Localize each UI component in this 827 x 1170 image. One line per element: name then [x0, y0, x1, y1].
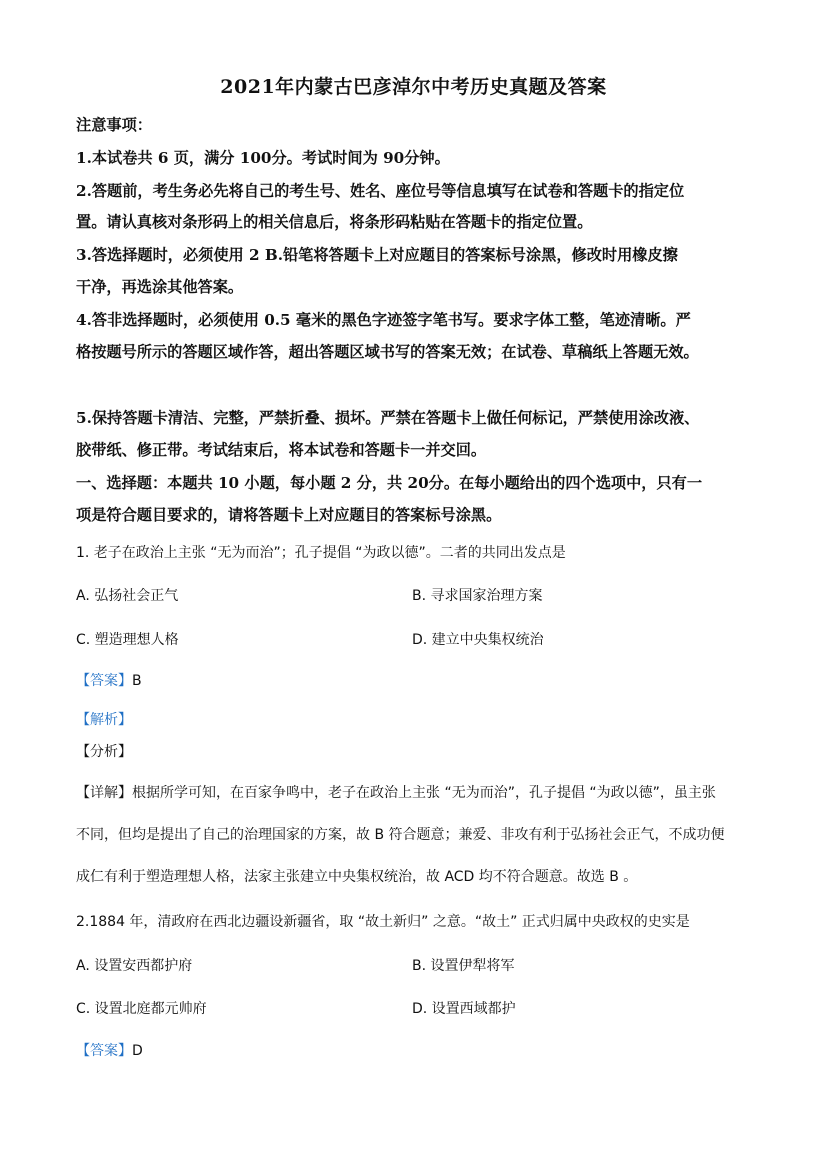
answer-value: D [132, 1043, 143, 1059]
q2-stem: 2.1884 年，清政府在西北边疆设新疆省，取 “故土新归” 之意。“故土” 正式归属中央政权的史实是 [76, 914, 690, 930]
notice-line: 2.答题前，考生务必先将自己的考生号、姓名、座位号等信息填写在试卷和答题卡的指定位 [76, 182, 685, 200]
notice-line: 胶带纸、修正带。考试结束后，将本试卷和答题卡一并交回。 [76, 441, 487, 459]
section-heading-line: 项是符合题目要求的，请将答题卡上对应题目的答案标号涂黑。 [76, 506, 502, 524]
q1-option-b: B. 寻求国家治理方案 [412, 588, 543, 604]
notice-line: 3.答选择题时，必须使用 2 B.铅笔将答题卡上对应题目的答案标号涂黑，修改时用橡皮擦 [76, 246, 678, 264]
detail-tag: 【详解】 [76, 785, 132, 801]
q1-detail-line: 成仁有利于塑造理想人格，法家主张建立中央集权统治，故 ACD 均不符合题意。故选 B 。 [76, 869, 638, 885]
notice-line: 5.保持答题卡清洁、完整，严禁折叠、损坏。严禁在答题卡上做任何标记，严禁使用涂改液、 [76, 409, 700, 427]
q1-fenxi-tag: 【分析】 [76, 744, 132, 760]
q2-answer [76, 1040, 756, 1060]
q2-option-b: B. 设置伊犁将军 [412, 958, 515, 974]
q2-option-d: D. 设置西域都护 [412, 1001, 516, 1017]
answer-tag: 【答案】 [76, 673, 132, 689]
notice-heading: 注意事项： [76, 116, 152, 134]
section-heading-line: 一、选择题：本题共 10 小题，每小题 2 分，共 20分。在每小题给出的四个选项中，只有一 [76, 474, 703, 492]
notice-line: 干净，再选涂其他答案。 [76, 278, 244, 296]
answer-value: B [132, 673, 142, 689]
notice-line: 格按题号所示的答题区域作答，超出答题区域书写的答案无效；在试卷、草稿纸上答题无效。 [76, 343, 699, 361]
notice-line: 1.本试卷共 6 页，满分 100分。考试时间为 90分钟。 [76, 149, 450, 167]
q1-option-a: A. 弘扬社会正气 [76, 588, 179, 604]
answer-tag: 【答案】 [76, 1043, 132, 1059]
document-title: 2021年内蒙古巴彦淖尔中考历史真题及答案 [220, 76, 607, 98]
q1-option-c: C. 塑造理想人格 [76, 632, 179, 648]
q2-option-c: C. 设置北庭都元帅府 [76, 1001, 207, 1017]
q2-option-a: A. 设置安西都护府 [76, 958, 193, 974]
q1-detail-line [76, 782, 756, 802]
notice-line: 置。请认真核对条形码上的相关信息后，将条形码粘贴在答题卡的指定位置。 [76, 213, 593, 231]
q1-answer [76, 670, 756, 690]
notice-line: 4.答非选择题时，必须使用 0.5 毫米的黑色字迹签字笔书写。要求字体工整，笔迹清晰。严 [76, 311, 691, 329]
q1-option-d: D. 建立中央集权统治 [412, 632, 544, 648]
q1-stem: 1. 老子在政治上主张 “无为而治”；孔子提倡 “为政以德”。二者的共同出发点是 [76, 545, 566, 561]
q1-jiexi-tag: 【解析】 [76, 712, 132, 728]
q1-detail-line: 不同，但均是提出了自己的治理国家的方案，故 B 符合题意；兼爱、非攻有利于弘扬社会正气，不成功便 [76, 827, 725, 843]
detail-text: 根据所学可知，在百家争鸣中，老子在政治上主张 “无为而治”，孔子提倡 “为政以德”，虽主张 [132, 785, 716, 801]
